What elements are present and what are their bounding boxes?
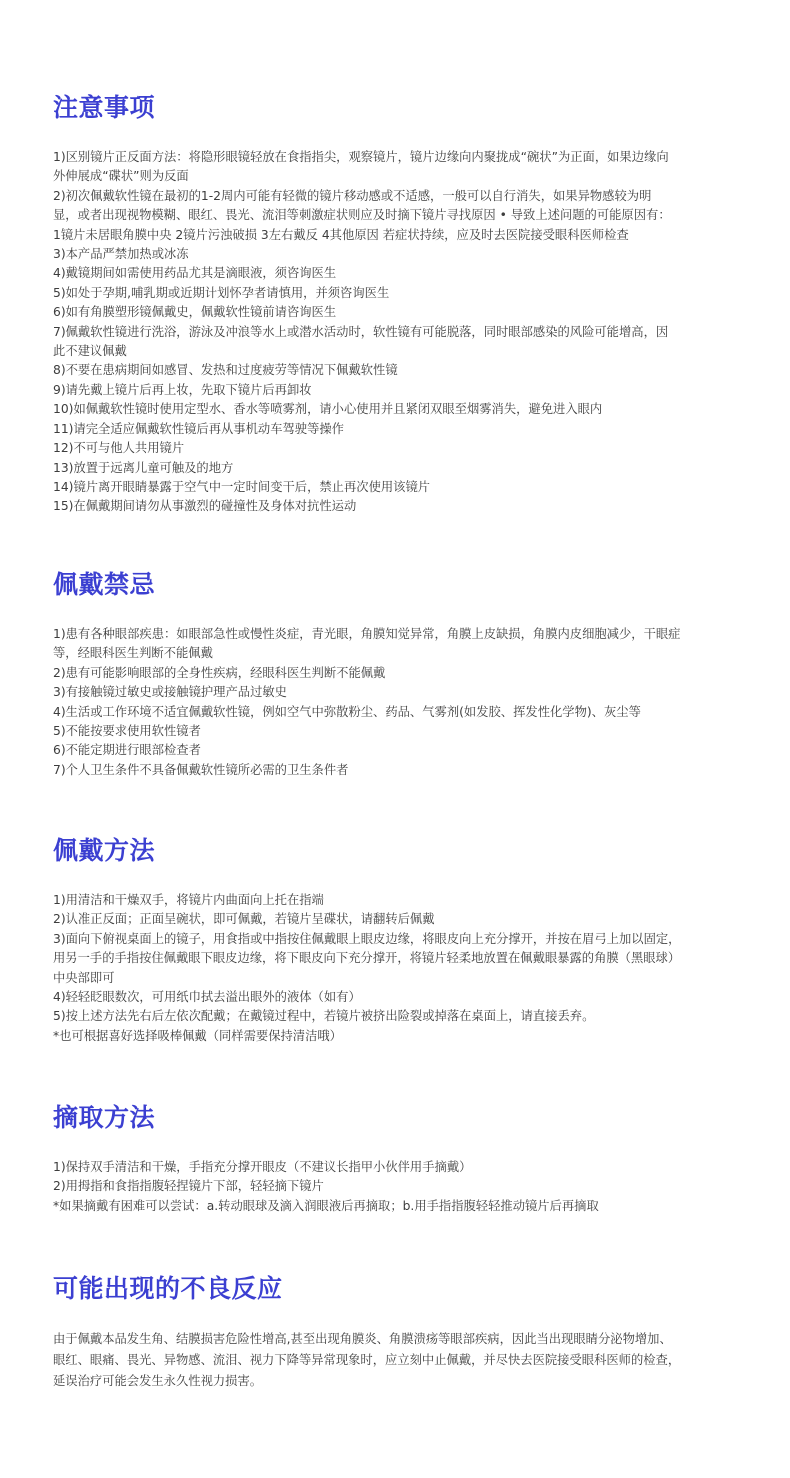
- text-line: 延误治疗可能会发生永久性视力损害。: [53, 1374, 263, 1388]
- text-line: 1)区别镜片正反面方法：将隐形眼镜轻放在食指指尖，观察镜片，镜片边缘向内聚拢成“碗状”为正面，如果边缘向: [53, 150, 669, 164]
- section-body: [53, 891, 753, 1046]
- section-adverse-reactions: [53, 1273, 753, 1392]
- text-line: 8)不要在患病期间如感冒、发热和过度疲劳等情况下佩戴软性镜: [53, 363, 398, 378]
- text-line: 5)按上述方法先右后左依次配戴；在戴镜过程中，若镜片被挤出险裂或掉落在桌面上，请直接丢弃。: [53, 1009, 595, 1024]
- text-line: 3)本产品严禁加热或冰冻: [53, 247, 189, 262]
- text-line: 14)镜片离开眼睛暴露于空气中一定时间变干后，禁止再次使用该镜片: [53, 479, 431, 494]
- text-line: 中央部即可: [53, 970, 115, 985]
- section-body: [53, 148, 753, 517]
- text-line: 2)初次佩戴软性镜在最初的1-2周内可能有轻微的镜片移动感或不适感，一般可以自行消失，如果异物感较为明: [53, 188, 652, 203]
- text-line: 2)认准正反面；正面呈碗状，即可佩戴，若镜片呈碟状，请翻转后佩戴: [53, 912, 435, 927]
- section-title: 注意事项: [53, 93, 156, 122]
- text-line: 1镜片未居眼角膜中央 2镜片污浊破损 3左右戴反 4其他原因 若症状持续，应及时去医院接受眼科医师检查: [53, 227, 629, 242]
- section-title: 可能出现的不良反应: [53, 1274, 283, 1303]
- text-line: 4)轻轻眨眼数次，可用纸巾拭去溢出眼外的液体（如有）: [53, 990, 361, 1005]
- text-line: 2)用拇指和食指指腹轻捏镜片下部，轻轻摘下镜片: [53, 1179, 324, 1194]
- text-line: 外伸展成“碟状”则为反面: [53, 169, 189, 184]
- section-body: [53, 625, 753, 780]
- text-line: 6)不能定期进行眼部检查者: [53, 743, 201, 758]
- section-wearing-method: [53, 835, 753, 1046]
- text-line: 1)患有各种眼部疾患：如眼部急性或慢性炎症，青光眼，角膜知觉异常，角膜上皮缺损，角膜内皮细胞减少，干眼症: [53, 627, 681, 641]
- text-line: 10)如佩戴软性镜时使用定型水、香水等喷雾剂，请小心使用并且紧闭双眼至烟雾消失，避免进入眼内: [53, 402, 603, 417]
- text-line: *如果摘戴有困难可以尝试：a.转动眼球及滴入润眼液后再摘取；b.用手指指腹轻轻推动镜片后再摘取: [53, 1198, 599, 1213]
- text-line: 等，经眼科医生判断不能佩戴: [53, 646, 213, 661]
- text-line: 9)请先戴上镜片后再上妆，先取下镜片后再卸妆: [53, 382, 312, 397]
- section-title: 摘取方法: [53, 1103, 156, 1132]
- section-body: [53, 1329, 753, 1392]
- text-line: 1)用清洁和干燥双手，将镜片内曲面向上托在指端: [53, 893, 324, 907]
- text-line: 4)生活或工作环境不适宜佩戴软性镜，例如空气中弥散粉尘、药品、气雾剂(如发胶、挥发性化学物)、灰尘等: [53, 704, 641, 719]
- section-title: 佩戴方法: [53, 836, 156, 865]
- section-contraindications: [53, 569, 753, 780]
- text-line: 此不建议佩戴: [53, 344, 127, 359]
- text-line: 13)放置于远离儿童可触及的地方: [53, 460, 234, 475]
- text-line: 5)不能按要求使用软性镜者: [53, 724, 201, 739]
- text-line: 用另一手的手指按住佩戴眼下眼皮边缘，将下眼皮向下充分撑开，将镜片轻柔地放置在佩戴眼暴露的角膜（黑眼球）: [53, 951, 681, 966]
- text-line: 4)戴镜期间如需使用药品尤其是滴眼液，须咨询医生: [53, 266, 337, 281]
- text-line: 7)佩戴软性镜进行洗浴，游泳及冲浪等水上或潜水活动时，软性镜有可能脱落，同时眼部感染的风险可能增高，因: [53, 324, 669, 339]
- section-title: 佩戴禁忌: [53, 570, 156, 599]
- text-line: 12)不可与他人共用镜片: [53, 441, 185, 456]
- text-line: 6)如有角膜塑形镜佩戴史，佩戴软性镜前请咨询医生: [53, 305, 337, 320]
- text-line: 3)有接触镜过敏史或接触镜护理产品过敏史: [53, 685, 287, 700]
- text-line: 5)如处于孕期,哺乳期或近期计划怀孕者请慎用，并须咨询医生: [53, 285, 390, 300]
- section-body: [53, 1158, 753, 1216]
- section-removal-method: [53, 1102, 753, 1216]
- text-line: 11)请完全适应佩戴软性镜后再从事机动车驾驶等操作: [53, 421, 344, 436]
- text-line: 7)个人卫生条件不具备佩戴软性镜所必需的卫生条件者: [53, 762, 349, 777]
- section-precautions: [53, 92, 753, 517]
- text-line: 眼红、眼痛、畏光、异物感、流泪、视力下降等异常现象时，应立刻中止佩戴，并尽快去医院接受眼科医师的检查，: [53, 1353, 681, 1367]
- text-line: *也可根据喜好选择吸棒佩戴（同样需要保持清洁哦）: [53, 1028, 342, 1043]
- text-line: 1)保持双手清洁和干燥，手指充分撑开眼皮（不建议长指甲小伙伴用手摘戴）: [53, 1160, 472, 1174]
- text-line: 由于佩戴本品发生角、结膜损害危险性增高,甚至出现角膜炎、角膜溃疡等眼部疾病，因此当出现眼睛分泌物增加、: [53, 1332, 672, 1346]
- text-line: 3)面向下俯视桌面上的镜子，用食指或中指按住佩戴眼上眼皮边缘，将眼皮向上充分撑开，并按在眉弓上加以固定，: [53, 931, 681, 946]
- text-line: 15)在佩戴期间请勿从事激烈的碰撞性及身体对抗性运动: [53, 499, 357, 514]
- text-line: 2)患有可能影响眼部的全身性疾病，经眼科医生判断不能佩戴: [53, 665, 386, 680]
- text-line: 显，或者出现视物模糊、眼红、畏光、流泪等刺激症状则应及时摘下镜片寻找原因 • 导致上述问题的可能原因有：: [53, 208, 671, 223]
